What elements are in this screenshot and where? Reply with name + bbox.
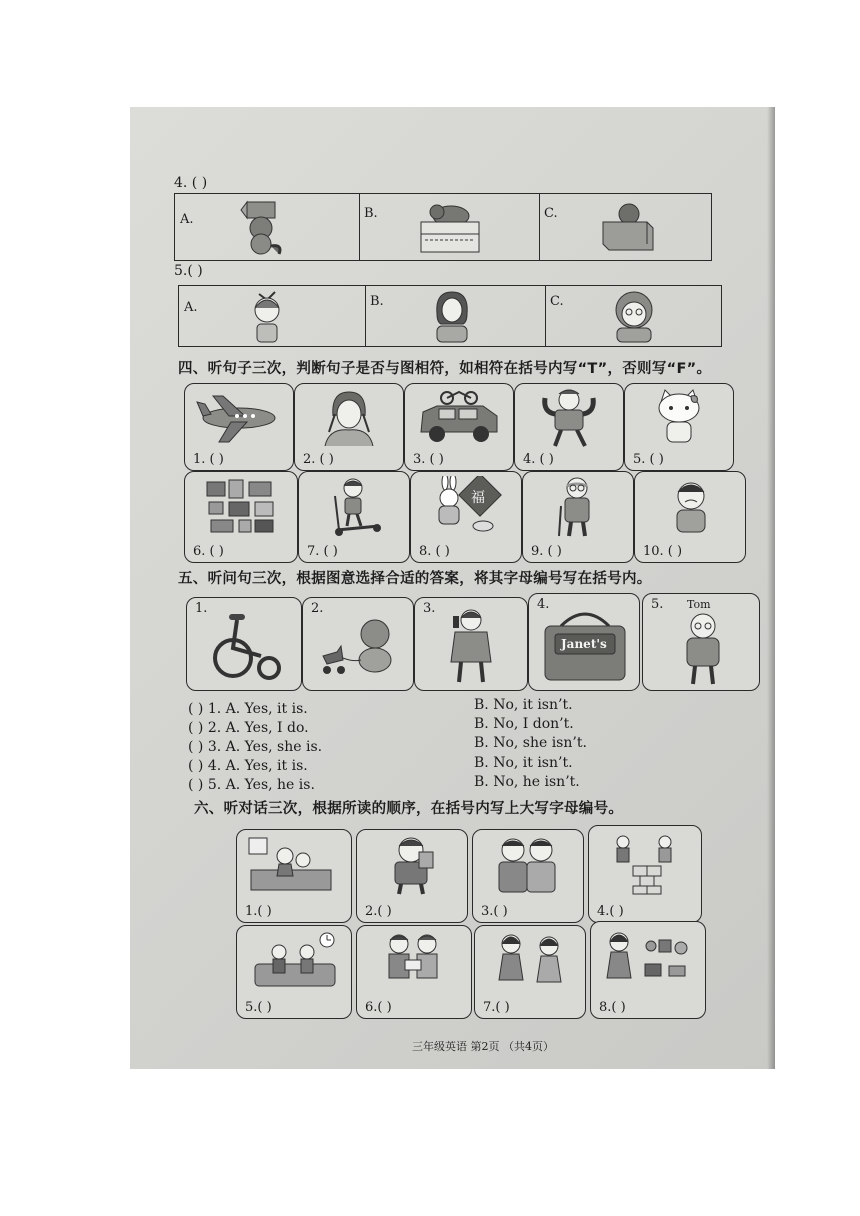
cat-on-box-illustration	[415, 200, 485, 256]
section-6-title: 六、听对话三次，根据所读的顺序，在括号内写上大写字母编号。	[194, 801, 624, 817]
grandpa-cane-illustration	[553, 476, 603, 538]
s5-q1-left: ( ) 1. A. Yes, it is.	[188, 701, 308, 717]
s5-card-5-number: 5.	[651, 597, 664, 612]
baby-toy-horse-illustration	[313, 612, 405, 682]
s5-q4-left: ( ) 4. A. Yes, it is.	[188, 758, 308, 774]
airplane-illustration	[193, 390, 285, 446]
cell-divider	[539, 194, 540, 260]
s6-item-5-answer: 5.( )	[245, 1000, 272, 1015]
hello-kitty-illustration	[651, 388, 707, 446]
stationery-illustration	[203, 478, 279, 536]
s5-card-1	[186, 597, 302, 691]
s5-card-2	[302, 597, 414, 691]
s5-card-3-number: 3.	[423, 601, 436, 616]
s4-item-2-answer: 2. ( )	[303, 452, 334, 467]
svg-text:福: 福	[471, 490, 485, 506]
grandma-illustration	[609, 288, 659, 344]
sad-child-illustration	[665, 478, 717, 534]
s6-item-7-answer: 7.( )	[483, 1000, 510, 1015]
tricycle-illustration	[211, 608, 283, 684]
kids-sofa-clock-illustration	[245, 930, 343, 992]
s4-card-8	[410, 471, 522, 563]
raccoon-box-illustration	[237, 200, 287, 256]
section-5-title: 五、听问句三次，根据图意选择合适的答案，将其字母编号写在括号内。	[178, 571, 652, 587]
bag-illustration	[537, 606, 633, 684]
two-boys-illustration	[487, 834, 569, 896]
family-bedroom-illustration	[245, 834, 343, 896]
s6-item-6-answer: 6.( )	[365, 1000, 392, 1015]
s5-card-5	[642, 593, 760, 691]
s6-card-2	[356, 829, 468, 923]
s5-q4-right: B. No, it isn’t.	[474, 755, 573, 771]
s4-card-2	[294, 383, 404, 471]
woman-headache-illustration	[321, 388, 377, 448]
strong-man-illustration	[539, 386, 599, 448]
q4-options-box	[174, 193, 712, 261]
s4-card-1	[184, 383, 294, 471]
boy-scooter-illustration	[323, 476, 385, 538]
s6-card-3	[472, 829, 584, 923]
q5-label: 5.( )	[174, 263, 203, 279]
s6-card-4	[588, 825, 702, 923]
s5-q2-right: B. No, I don’t.	[474, 716, 574, 732]
q5-option-b-label: B.	[370, 294, 384, 309]
s5-q5-left: ( ) 5. A. Yes, he is.	[188, 777, 315, 793]
cell-divider	[365, 286, 366, 346]
s6-card-6	[356, 925, 472, 1019]
q4-option-c-label: C.	[544, 206, 558, 221]
s4-item-3-answer: 3. ( )	[413, 452, 444, 467]
s5-q5-right: B. No, he isn’t.	[474, 774, 580, 790]
s4-item-4-answer: 4. ( )	[523, 452, 554, 467]
car-bike-illustration	[413, 388, 505, 446]
s6-item-1-answer: 1.( )	[245, 904, 272, 919]
q4-label: 4. ( )	[174, 175, 208, 191]
woman-illustration	[429, 288, 475, 344]
s4-card-9	[522, 471, 634, 563]
s6-item-8-answer: 8.( )	[599, 1000, 626, 1015]
page-shadow	[767, 107, 775, 1069]
q4-option-a-label: A.	[180, 212, 194, 227]
section-4-title: 四、听句子三次，判断句子是否与图相符，如相符在括号内写“T”，否则写“F”。	[178, 361, 712, 377]
s4-item-10-answer: 10. ( )	[643, 544, 683, 559]
s6-card-8	[590, 921, 706, 1019]
s6-item-2-answer: 2.( )	[365, 904, 392, 919]
s4-item-9-answer: 9. ( )	[531, 544, 562, 559]
girl-illustration	[245, 288, 291, 344]
s4-card-3	[404, 383, 514, 471]
s5-q3-left: ( ) 3. A. Yes, she is.	[188, 739, 323, 755]
two-kids-reading-illustration	[369, 930, 459, 992]
s4-card-7	[298, 471, 410, 563]
s4-card-4	[514, 383, 624, 471]
s4-card-10	[634, 471, 746, 563]
s4-item-8-answer: 8. ( )	[419, 544, 450, 559]
s5-card-4	[528, 593, 640, 691]
q4-option-b-label: B.	[364, 206, 378, 221]
name-tag-tom: Tom	[687, 598, 711, 611]
boy-eating-illustration	[381, 834, 443, 896]
two-girls-illustration	[487, 930, 573, 992]
s5-q3-right: B. No, she isn’t.	[474, 735, 587, 751]
s5-card-3	[414, 597, 528, 691]
bag-name-text: Janet's	[561, 637, 607, 651]
s4-card-6	[184, 471, 298, 563]
cell-divider	[359, 194, 360, 260]
s5-card-4-number: 4.	[537, 597, 550, 612]
old-man-illustration	[675, 612, 731, 686]
q5-option-c-label: C.	[550, 294, 564, 309]
new-year-rabbit-illustration	[425, 476, 509, 538]
s4-item-5-answer: 5. ( )	[633, 452, 664, 467]
s4-item-1-answer: 1. ( )	[193, 452, 224, 467]
exam-page	[130, 107, 775, 1069]
page-footer: 三年级英语 第2页 （共4页）	[412, 1040, 554, 1053]
s6-card-7	[474, 925, 586, 1019]
s4-item-7-answer: 7. ( )	[307, 544, 338, 559]
s5-card-1-number: 1.	[195, 601, 208, 616]
cat-in-box-illustration	[595, 200, 665, 256]
hopscotch-illustration	[599, 832, 691, 896]
s6-card-1	[236, 829, 352, 923]
s6-item-4-answer: 4.( )	[597, 904, 624, 919]
q5-options-box	[178, 285, 722, 347]
s6-item-3-answer: 3.( )	[481, 904, 508, 919]
s5-card-2-number: 2.	[311, 601, 324, 616]
s6-card-5	[236, 925, 352, 1019]
s4-card-5	[624, 383, 734, 471]
s5-q1-right: B. No, it isn’t.	[474, 697, 573, 713]
q5-option-a-label: A.	[184, 300, 198, 315]
s5-q2-left: ( ) 2. A. Yes, I do.	[188, 720, 309, 736]
girl-toys-illustration	[599, 928, 697, 992]
s4-item-6-answer: 6. ( )	[193, 544, 224, 559]
cell-divider	[545, 286, 546, 346]
woman-phone-illustration	[445, 606, 501, 684]
